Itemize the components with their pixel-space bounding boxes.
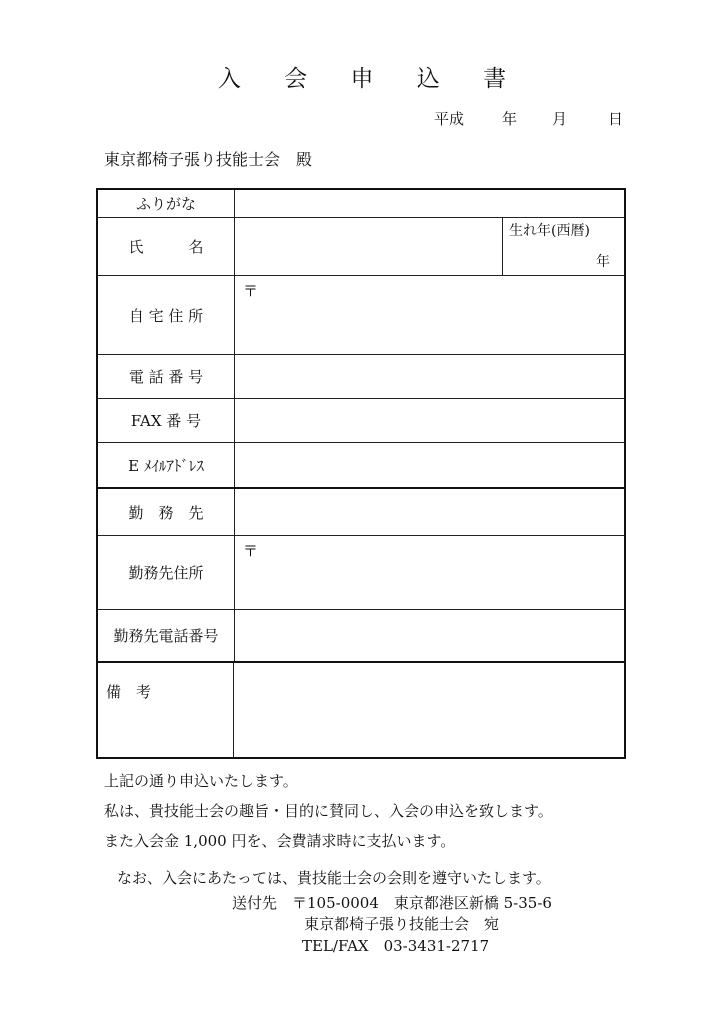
remarks-field[interactable]: [235, 663, 624, 757]
send-to-tel-fax: TEL/FAX 03-3431-2717: [302, 937, 490, 955]
row-home-address: [98, 276, 624, 355]
furigana-field[interactable]: [235, 190, 624, 217]
workplace-address-field[interactable]: [235, 536, 624, 609]
statement-1: 上記の通り申込いたします。: [104, 772, 298, 790]
statement-3: また入会金 1,000 円を、会費請求時に支払います。: [104, 832, 456, 850]
workplace-field[interactable]: [235, 489, 624, 535]
row-fax: [98, 399, 624, 443]
email-field[interactable]: [235, 443, 624, 487]
date-day: 日: [608, 110, 624, 128]
row-name: [98, 218, 624, 276]
row-workplace-phone: [98, 610, 624, 663]
send-to-address: 送付先 〒105-0004 東京都港区新橋 5-35-6: [232, 894, 552, 912]
birth-year-label: 生れ年(西暦): [509, 223, 590, 239]
statement-2: 私は、貴技能士会の趣旨・目的に賛同し、入会の申込を致します。: [104, 802, 553, 820]
birth-year-unit: 年: [596, 254, 610, 270]
label-workplace: 勤 務 先: [98, 489, 235, 535]
date-year: 年: [502, 110, 518, 128]
workplace-phone-field[interactable]: [235, 610, 624, 661]
label-phone: 電 話 番 号: [98, 355, 235, 398]
row-workplace-address: [98, 536, 624, 610]
statement-4: なお、入会にあたっては、貴技能士会の会則を遵守いたします。: [117, 869, 551, 887]
row-phone: [98, 355, 624, 399]
label-name: 氏 名: [98, 218, 235, 275]
send-to-name: 東京都椅子張り技能士会 宛: [304, 915, 500, 933]
recipient: 東京都椅子張り技能士会 殿: [104, 150, 313, 169]
date-line: [434, 108, 623, 129]
label-furigana: ふりがな: [98, 190, 235, 217]
page-title: 入 会 申 込 書: [217, 66, 525, 92]
row-workplace: [98, 489, 624, 536]
label-workplace-address: 勤務先住所: [98, 536, 235, 609]
date-era: 平成: [434, 110, 465, 128]
postal-mark: 〒: [243, 542, 259, 560]
row-email: [98, 443, 624, 489]
birth-year-cell[interactable]: [502, 218, 624, 275]
date-month: 月: [552, 110, 568, 128]
fax-field[interactable]: [235, 399, 624, 442]
label-remarks: 備 考: [98, 663, 234, 757]
label-email: E ﾒｲﾙｱﾄﾞﾚｽ: [98, 443, 235, 487]
label-workplace-phone: 勤務先電話番号: [98, 610, 235, 661]
row-remarks: [98, 663, 624, 757]
phone-field[interactable]: [235, 355, 624, 398]
label-fax: FAX 番 号: [98, 399, 235, 442]
application-form: [96, 188, 626, 759]
row-furigana: [98, 190, 624, 218]
home-address-field[interactable]: [235, 276, 624, 354]
label-home-address: 自 宅 住 所: [98, 276, 235, 354]
postal-mark: 〒: [243, 282, 259, 300]
